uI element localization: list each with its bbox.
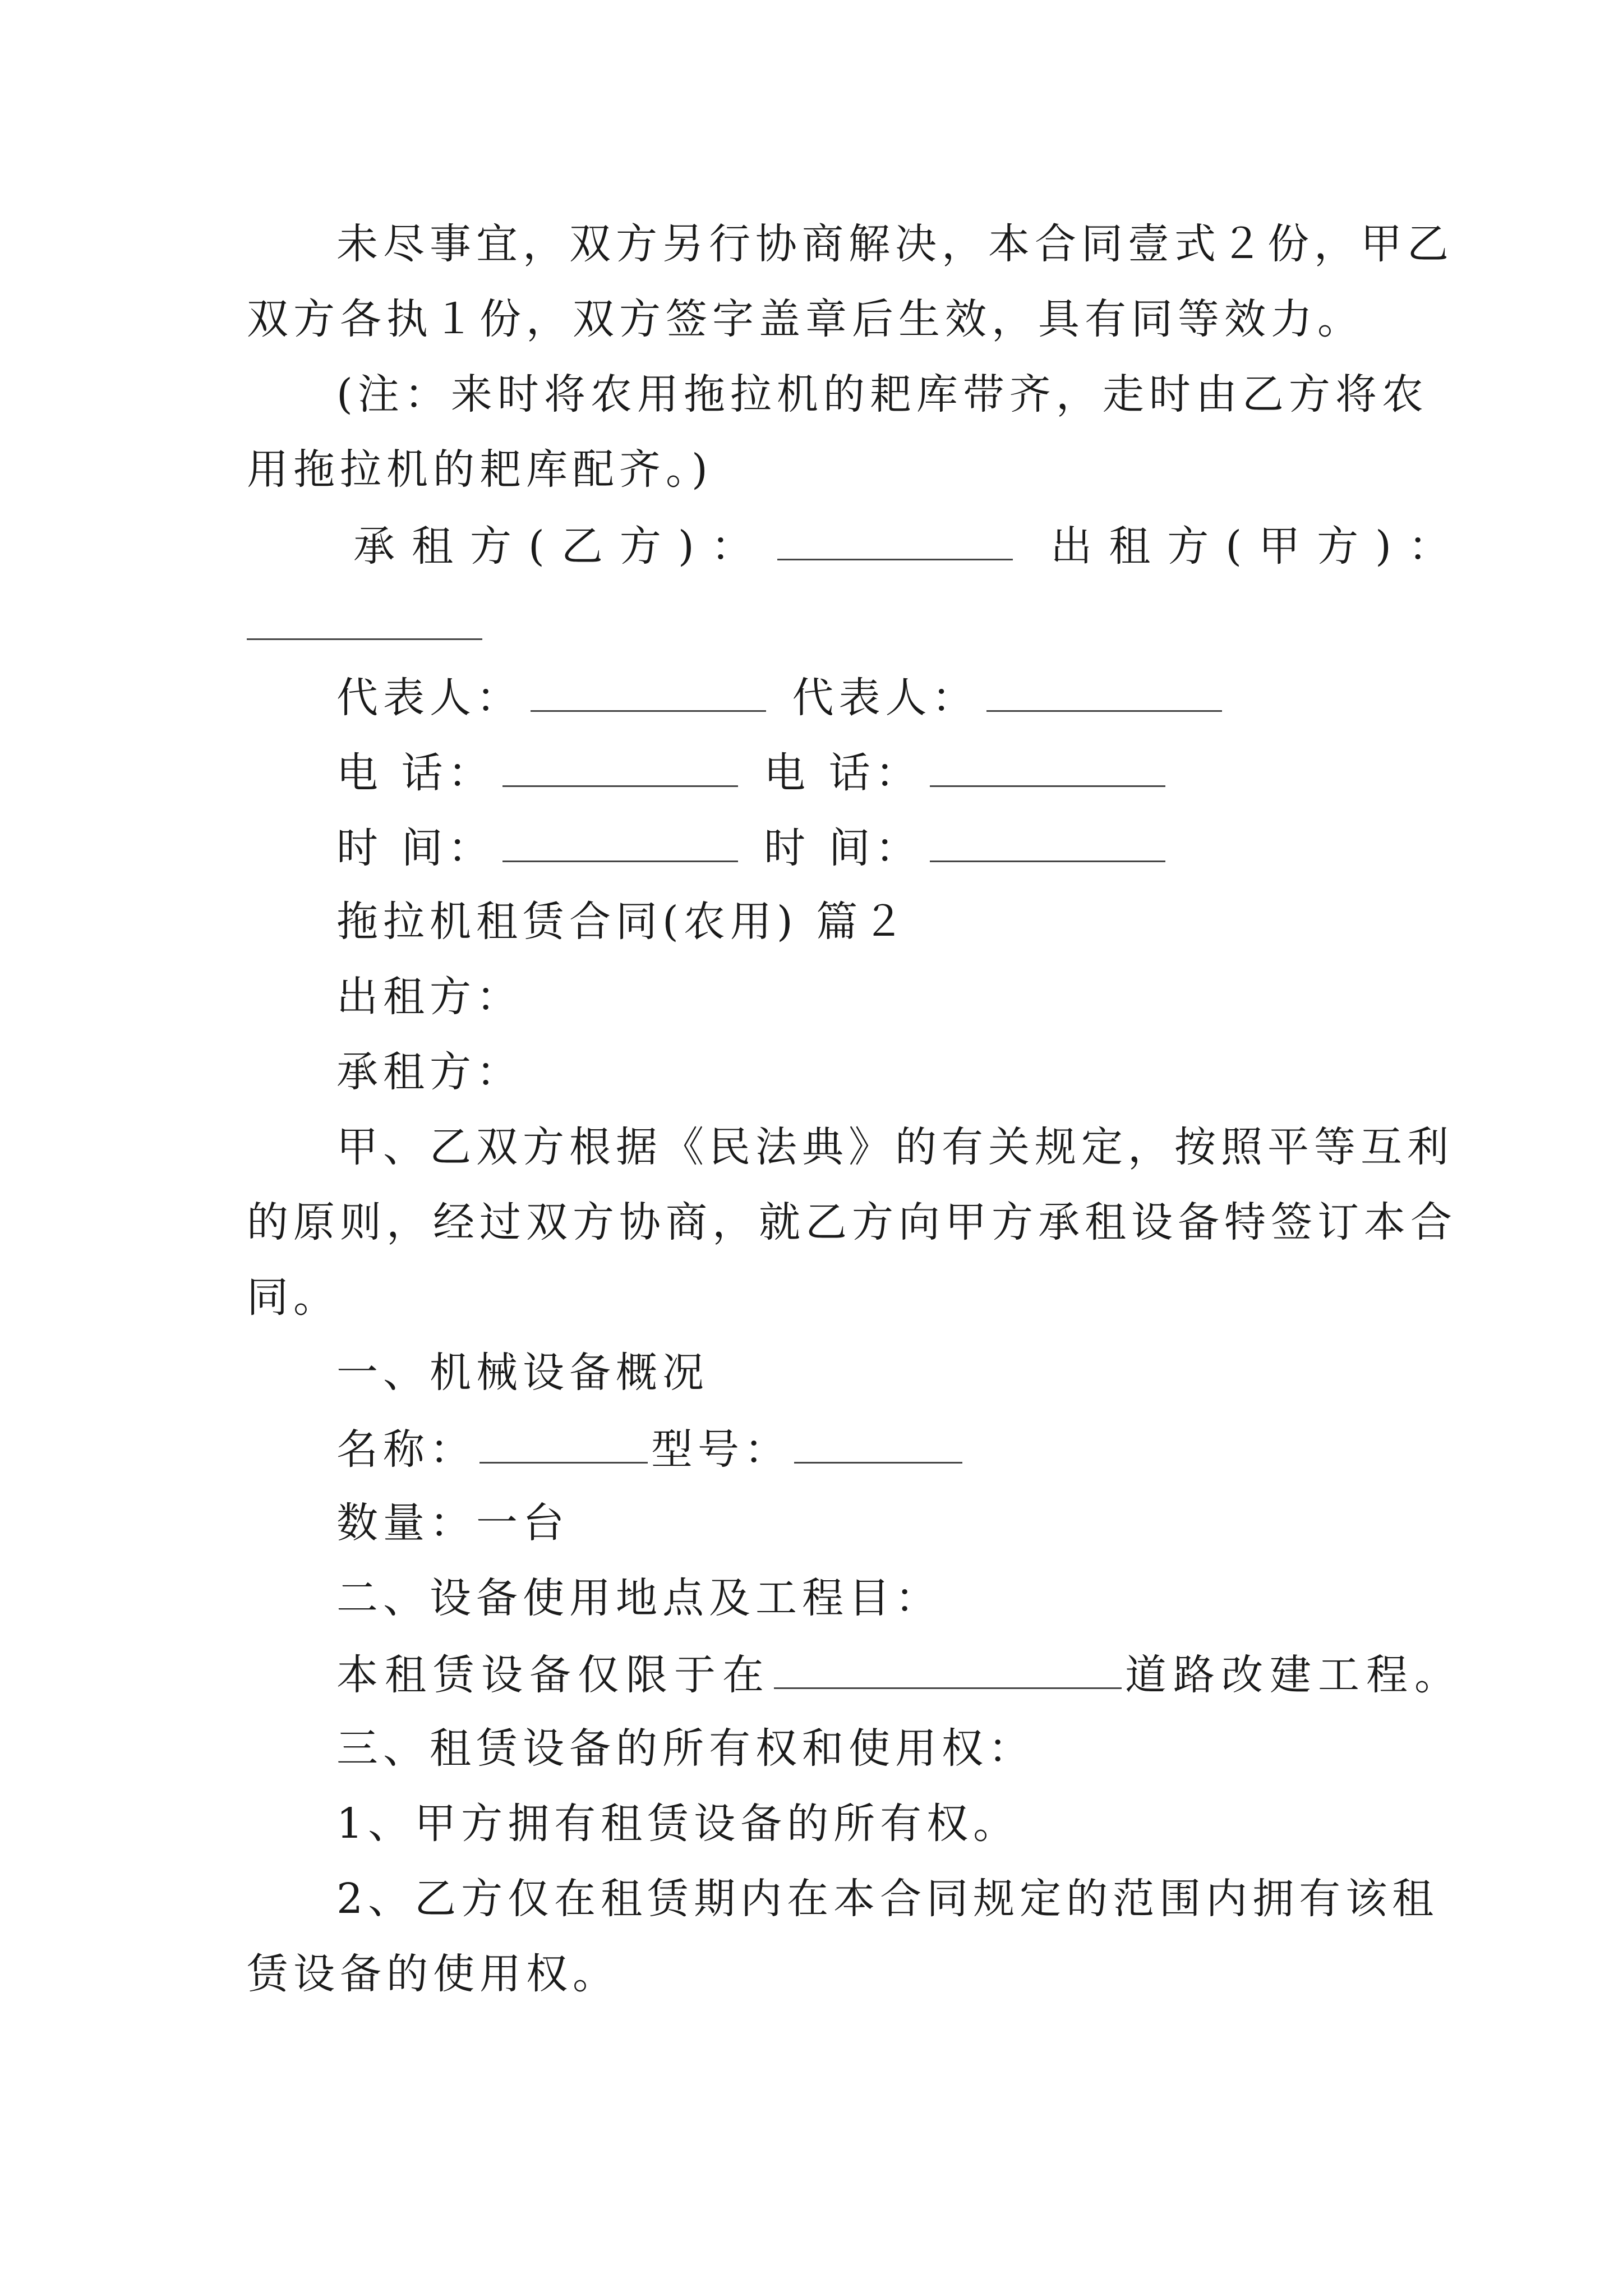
lessor-party-blank — [247, 638, 482, 640]
lessee-party-label: 承租方(乙方)： — [353, 522, 769, 570]
location-suffix: 道路改建工程。 — [1125, 1651, 1463, 1699]
heading-equipment-overview: 一、机械设备概况 — [336, 1349, 709, 1397]
closing-paragraph-line-1: 未尽事宜，双方另行协商解决，本合同壹式２份，甲乙 — [336, 220, 1454, 268]
ownership-item-2-line-1: 2、乙方仅在租赁期内在本合同规定的范围内拥有该租 — [336, 1875, 1439, 1923]
intro-paragraph-line-2: 的原则，经过双方协商，就乙方向甲方承租设备特签订本合 — [247, 1198, 1457, 1246]
model-blank — [794, 1427, 962, 1464]
note-line-1: (注：来时将农用拖拉机的耙库带齐，走时由乙方将农 — [336, 370, 1428, 418]
heading-location: 二、设备使用地点及工程目： — [336, 1574, 942, 1622]
name-model-row — [336, 1425, 966, 1474]
model-label: 型号： — [651, 1425, 791, 1474]
time-label-b: 时 间： — [764, 824, 922, 872]
phone-blank-a — [502, 751, 738, 787]
representative-blank-a — [531, 675, 766, 712]
signature-row-time — [336, 824, 1173, 872]
phone-blank-b — [930, 751, 1165, 787]
phone-label-a: 电 话： — [336, 749, 495, 797]
location-line — [336, 1651, 1463, 1699]
phone-label-b: 电 话： — [764, 749, 922, 797]
signature-row-parties — [353, 522, 1467, 570]
section-title: 拖拉机租赁合同(农用) 篇２ — [336, 898, 910, 946]
lessor-line: 出租方： — [336, 973, 523, 1021]
ownership-item-2-line-2: 赁设备的使用权。 — [247, 1950, 619, 1998]
name-blank — [479, 1427, 648, 1464]
lessee-party-blank — [777, 524, 1013, 560]
location-prefix: 本租赁设备仅限于在 — [336, 1651, 771, 1699]
ownership-item-1: 1、甲方拥有租赁设备的所有权。 — [336, 1800, 1020, 1848]
time-blank-b — [930, 826, 1165, 862]
signature-row-representative — [336, 674, 1230, 722]
name-label: 名称： — [336, 1425, 476, 1474]
time-label-a: 时 间： — [336, 824, 495, 872]
representative-label-a: 代表人： — [336, 674, 523, 722]
heading-ownership: 三、租赁设备的所有权和使用权： — [336, 1724, 1035, 1773]
lessee-line: 承租方： — [336, 1048, 523, 1096]
closing-paragraph-line-2: 双方各执１份，双方签字盖章后生效，具有同等效力。 — [247, 295, 1364, 343]
quantity-line: 数量：一台 — [336, 1499, 569, 1547]
representative-blank-b — [986, 675, 1222, 712]
signature-row-phone — [336, 749, 1173, 797]
note-line-2: 用拖拉机的耙库配齐。) — [247, 445, 713, 494]
lessor-party-label: 出租方(甲方)： — [1050, 522, 1467, 570]
representative-label-b: 代表人： — [792, 674, 979, 722]
location-blank — [774, 1653, 1122, 1689]
intro-paragraph-line-3: 同。 — [247, 1273, 340, 1322]
time-blank-a — [502, 826, 738, 862]
intro-paragraph-line-1: 甲、乙双方根据《民法典》的有关规定，按照平等互利 — [336, 1123, 1454, 1171]
